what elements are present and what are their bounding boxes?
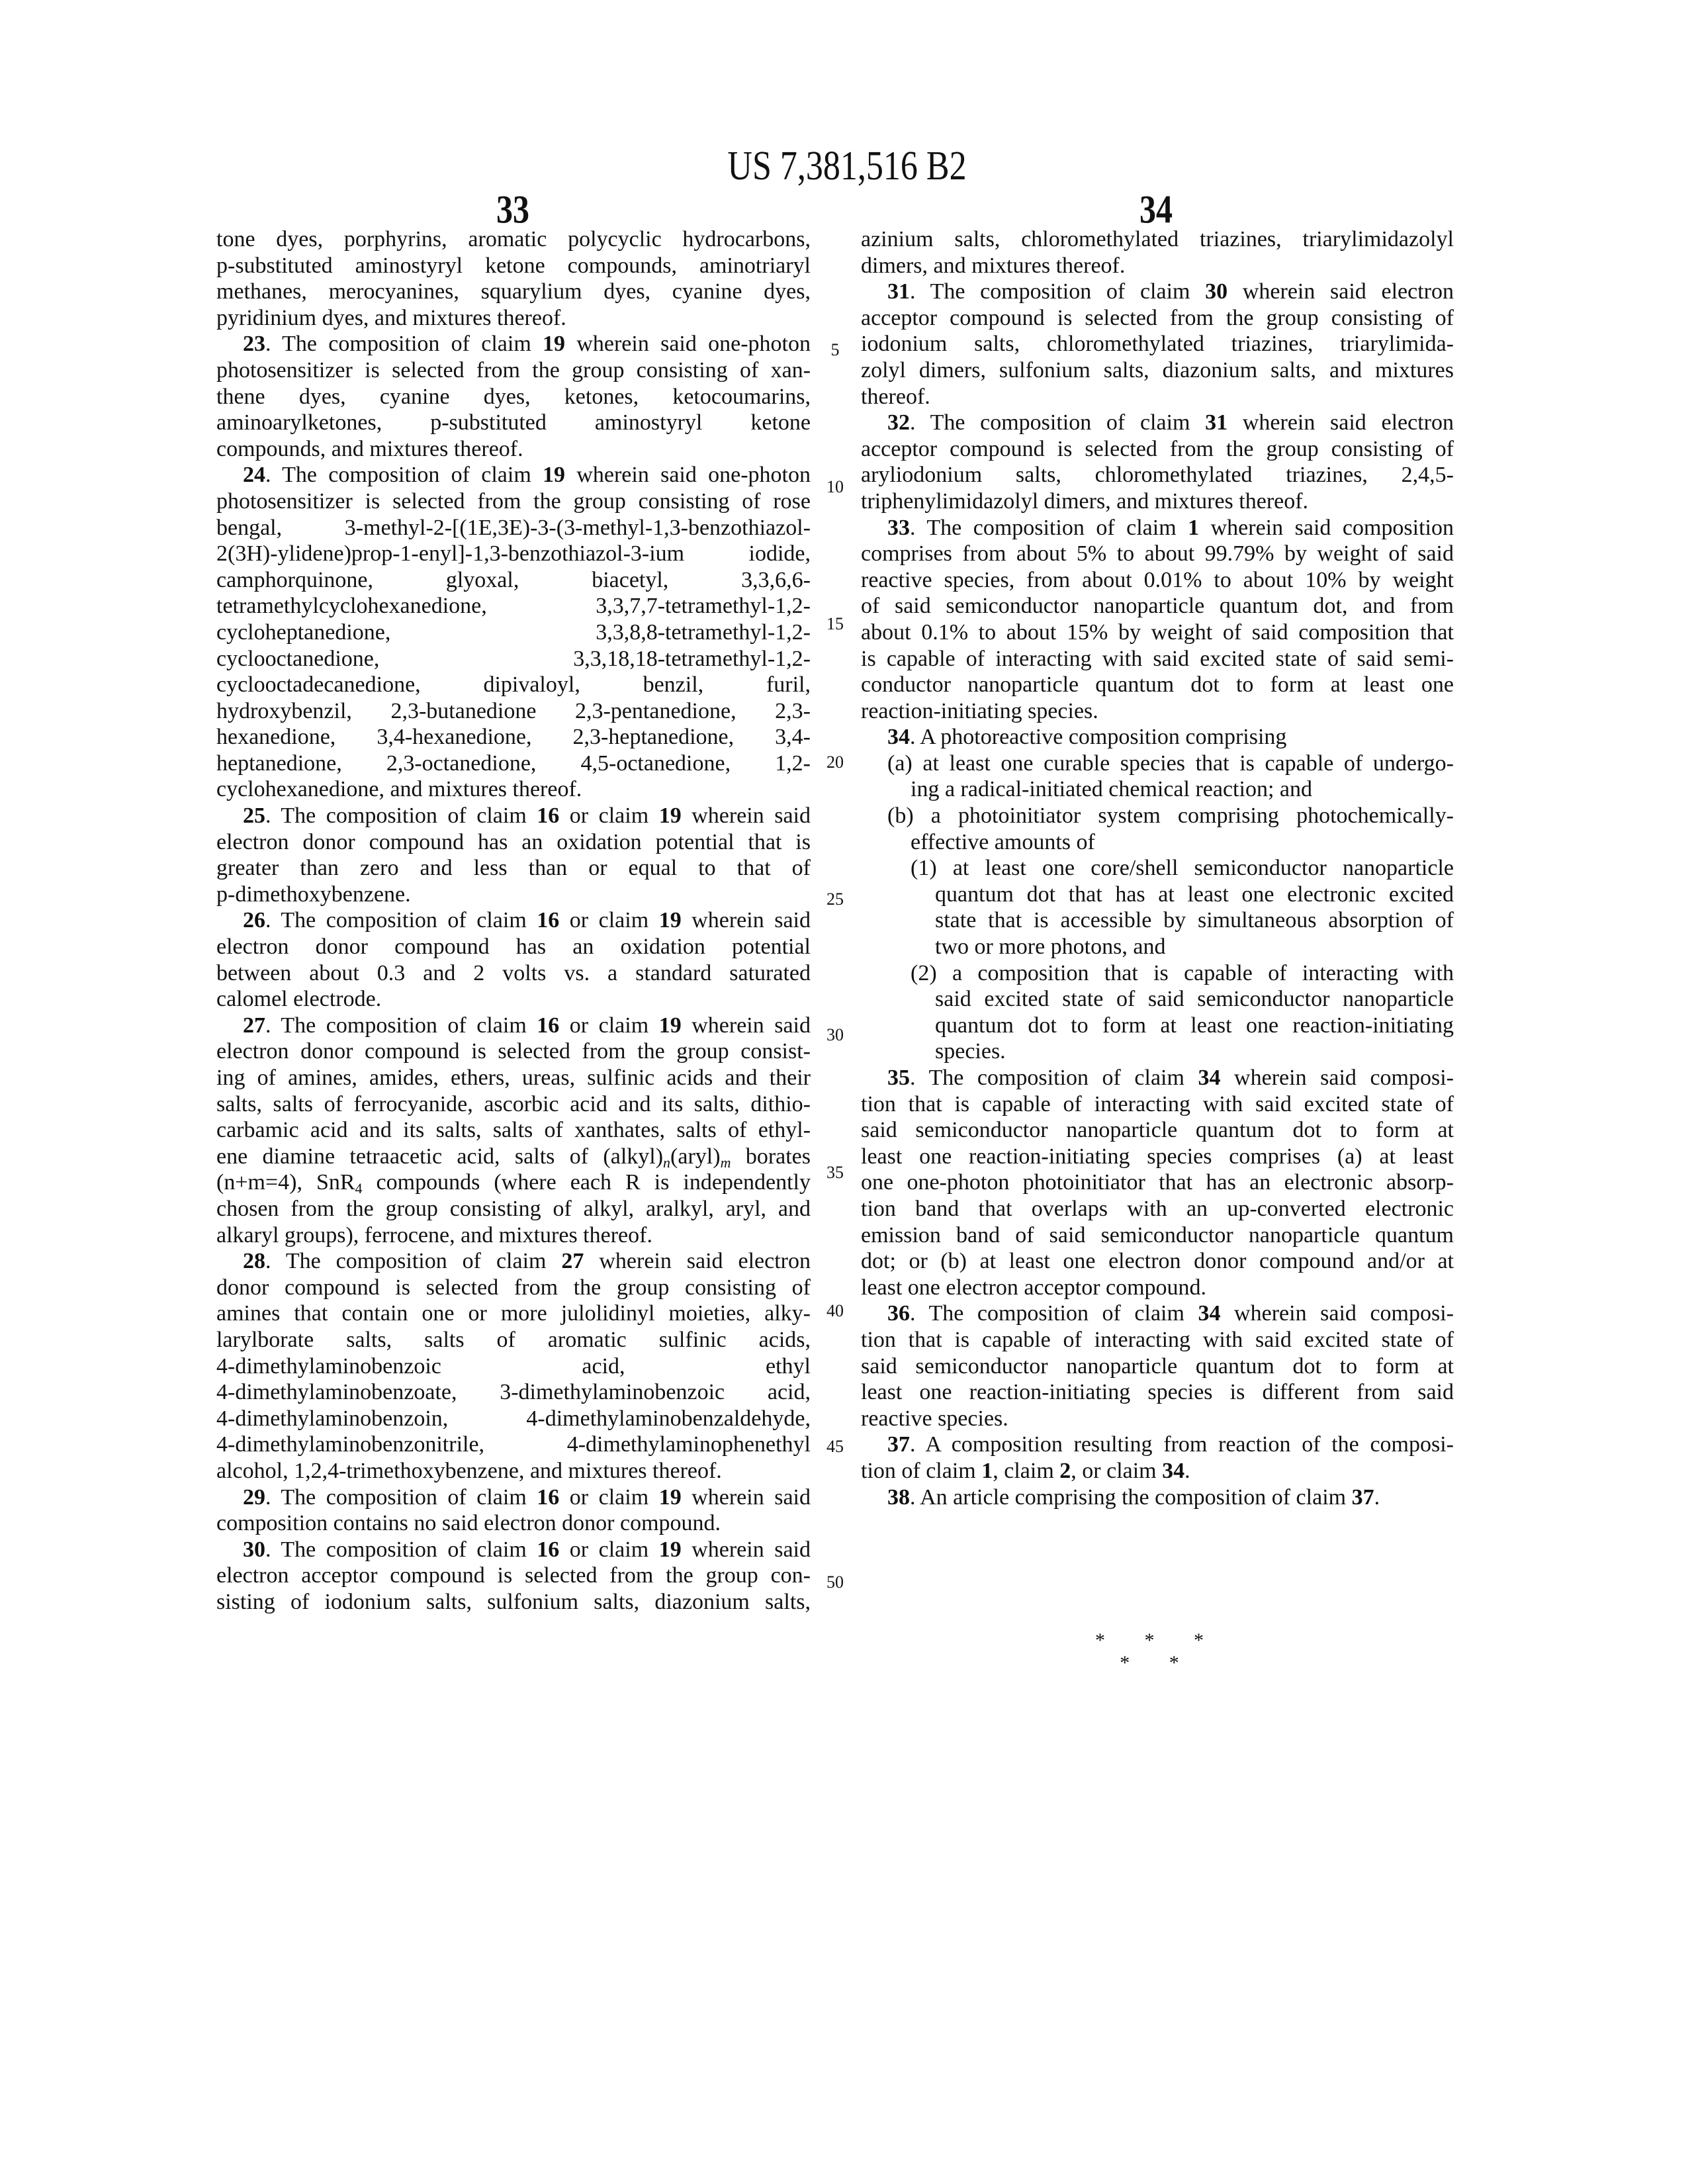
claim-number-bold: 25 bbox=[243, 803, 265, 828]
text-run: wherein said bbox=[682, 803, 811, 828]
text-line bbox=[216, 960, 811, 987]
text-run: . bbox=[1374, 1485, 1380, 1510]
claim-number-bold: 19 bbox=[659, 908, 682, 933]
text-line bbox=[216, 410, 811, 436]
line-number: 30 bbox=[818, 1025, 852, 1045]
text-line bbox=[861, 1300, 1454, 1327]
text-run: or claim bbox=[559, 1485, 658, 1510]
text-run: said semiconductor nanoparticle quantum dot to form at bbox=[861, 1118, 1454, 1142]
text-run: salts, salts of ferrocyanide, ascorbic acid and its salts, dithio- bbox=[216, 1092, 811, 1116]
claim-number-bold: 31 bbox=[1205, 410, 1227, 435]
text-line bbox=[861, 698, 1454, 725]
claim-number-bold: 28 bbox=[243, 1249, 265, 1273]
text-line bbox=[216, 1248, 811, 1275]
text-line bbox=[216, 751, 811, 777]
text-run: wherein said one-photon bbox=[565, 332, 811, 356]
claim-number-bold: 16 bbox=[537, 1013, 559, 1038]
text-line bbox=[861, 462, 1454, 488]
text-run: (aryl) bbox=[670, 1144, 721, 1169]
claim-number-bold: 16 bbox=[537, 908, 559, 933]
text-run: 4-dimethylaminobenzonitrile, 4-dimethylaminophenethyl bbox=[216, 1432, 811, 1457]
text-line bbox=[861, 1275, 1454, 1301]
claim-number-bold: 16 bbox=[537, 1485, 559, 1510]
text-run: comprises from about 5% to about 99.79% by weight of said bbox=[861, 541, 1454, 566]
text-line bbox=[861, 986, 1454, 1013]
text-run: azinium salts, chloromethylated triazines, triarylimidazolyl bbox=[861, 227, 1454, 251]
text-line bbox=[861, 567, 1454, 594]
text-line bbox=[861, 305, 1454, 332]
text-line bbox=[861, 1196, 1454, 1222]
text-line bbox=[216, 436, 811, 463]
claim-number-bold: 34 bbox=[1162, 1459, 1184, 1483]
text-run: acceptor compound is selected from the group consisting of bbox=[861, 437, 1454, 461]
claim-number-bold: 23 bbox=[243, 332, 265, 356]
text-line bbox=[861, 1117, 1454, 1144]
text-run: or claim bbox=[559, 803, 658, 828]
text-line bbox=[861, 619, 1454, 646]
text-line bbox=[216, 698, 811, 725]
text-run: p-dimethoxybenzene. bbox=[216, 882, 411, 907]
text-line bbox=[861, 436, 1454, 463]
text-run: about 0.1% to about 15% by weight of said composition that bbox=[861, 620, 1454, 645]
text-line bbox=[216, 646, 811, 672]
text-line bbox=[216, 331, 811, 357]
text-run: calomel electrode. bbox=[216, 987, 381, 1011]
text-run: cyclohexanedione, and mixtures thereof. bbox=[216, 777, 582, 801]
text-run: amines that contain one or more julolidinyl moieties, alky- bbox=[216, 1301, 811, 1326]
text-run: . The composition of claim bbox=[910, 279, 1205, 304]
claim-number-bold: 19 bbox=[659, 803, 682, 828]
text-line bbox=[216, 1117, 811, 1144]
text-line bbox=[861, 593, 1454, 619]
text-run: aminoarylketones, p-substituted aminostyryl ketone bbox=[216, 410, 811, 435]
text-run: hexanedione, 3,4-hexanedione, 2,3-heptanedione, 3,4- bbox=[216, 725, 811, 749]
text-line bbox=[861, 226, 1454, 253]
line-number: 45 bbox=[818, 1437, 852, 1457]
subscript: n bbox=[663, 1154, 670, 1171]
text-line bbox=[861, 882, 1454, 908]
line-number: 15 bbox=[818, 614, 852, 634]
right-text-column bbox=[861, 226, 1454, 1510]
text-run: species. bbox=[935, 1039, 1006, 1064]
text-line bbox=[861, 829, 1454, 856]
text-line bbox=[861, 1169, 1454, 1196]
claim-number-bold: 34 bbox=[1198, 1301, 1221, 1326]
text-run: alcohol, 1,2,4-trimethoxybenzene, and mixtures thereof. bbox=[216, 1459, 722, 1483]
patent-number-header: US 7,381,516 B2 bbox=[0, 143, 1694, 191]
text-run: quantum dot that has at least one electronic excited bbox=[935, 882, 1454, 907]
text-line bbox=[216, 672, 811, 698]
claim-number-bold: 33 bbox=[887, 516, 910, 540]
text-line bbox=[861, 724, 1454, 751]
text-run: reactive species. bbox=[861, 1406, 1008, 1431]
text-run: cyclooctanedione, 3,3,18,18-tetramethyl-1,2- bbox=[216, 647, 811, 671]
text-run: state that is accessible by simultaneous absorption of bbox=[935, 908, 1454, 933]
text-line bbox=[861, 279, 1454, 305]
text-run: heptanedione, 2,3-octanedione, 4,5-octanedione, 1,2- bbox=[216, 751, 811, 776]
right-column-number: 34 bbox=[1090, 187, 1222, 231]
text-run: thene dyes, cyanine dyes, ketones, ketocoumarins, bbox=[216, 385, 811, 409]
text-run: (1) at least one core/shell semiconductor nanoparticle bbox=[911, 856, 1454, 880]
text-line bbox=[861, 357, 1454, 384]
text-run: wherein said composition bbox=[1199, 516, 1454, 540]
text-line bbox=[216, 1484, 811, 1511]
claim-number-bold: 36 bbox=[887, 1301, 910, 1326]
text-run: electron acceptor compound is selected from the group con- bbox=[216, 1563, 811, 1588]
claim-number-bold: 34 bbox=[887, 725, 910, 749]
text-run: aryliodonium salts, chloromethylated triazines, 2,4,5- bbox=[861, 463, 1454, 487]
text-line bbox=[216, 462, 811, 488]
text-run: dimers, and mixtures thereof. bbox=[861, 253, 1125, 278]
text-line bbox=[861, 331, 1454, 357]
claim-number-bold: 29 bbox=[243, 1485, 265, 1510]
claim-number-bold: 38 bbox=[887, 1485, 910, 1510]
text-line bbox=[861, 1091, 1454, 1118]
text-run: thereof. bbox=[861, 385, 930, 409]
text-line bbox=[216, 829, 811, 856]
text-run: tion of claim bbox=[861, 1459, 981, 1483]
text-run: (n+m=4), SnR bbox=[216, 1170, 355, 1195]
text-line bbox=[216, 1038, 811, 1065]
text-run: greater than zero and less than or equal to that of bbox=[216, 856, 811, 880]
claim-number-bold: 27 bbox=[561, 1249, 584, 1273]
claim-number-bold: 37 bbox=[1352, 1485, 1374, 1510]
line-number: 10 bbox=[818, 477, 852, 497]
text-run: . The composition of claim bbox=[910, 410, 1205, 435]
text-run: photosensitizer is selected from the group consisting of rose bbox=[216, 489, 811, 514]
text-line bbox=[861, 803, 1454, 829]
text-line bbox=[216, 1327, 811, 1353]
text-run: electron donor compound is selected from the group consist- bbox=[216, 1039, 811, 1064]
text-run: ing of amines, amides, ethers, ureas, sulfinic acids and their bbox=[216, 1066, 811, 1090]
text-line bbox=[216, 1563, 811, 1589]
text-run: tion that is capable of interacting with said excited state of bbox=[861, 1328, 1454, 1352]
text-run: of said semiconductor nanoparticle quantum dot, and from bbox=[861, 594, 1454, 618]
end-of-document-asterisks: * * * * * bbox=[1092, 1629, 1224, 1674]
text-line bbox=[216, 1406, 811, 1432]
text-run: tone dyes, porphyrins, aromatic polycyclic hydrocarbons, bbox=[216, 227, 811, 251]
text-run: (2) a composition that is capable of interacting with bbox=[911, 961, 1454, 985]
text-line bbox=[216, 1144, 811, 1170]
text-run: . An article comprising the composition of claim bbox=[910, 1485, 1352, 1510]
claim-number-bold: 32 bbox=[887, 410, 910, 435]
text-run: . The composition of claim bbox=[265, 1537, 537, 1562]
text-line bbox=[216, 1458, 811, 1484]
text-run: borates bbox=[731, 1144, 811, 1169]
claim-number-bold: 26 bbox=[243, 908, 265, 933]
text-run: wherein said bbox=[682, 908, 811, 933]
text-run: p-substituted aminostyryl ketone compounds, aminotriaryl bbox=[216, 253, 811, 278]
text-run: ing a radical-initiated chemical reaction; and bbox=[911, 777, 1312, 801]
text-run: tetramethylcyclohexanedione, 3,3,7,7-tetramethyl-1,2- bbox=[216, 594, 811, 618]
text-run: conductor nanoparticle quantum dot to form at least one bbox=[861, 672, 1454, 697]
text-run: . The composition of claim bbox=[265, 908, 537, 933]
text-run: . A composition resulting from reaction of the composi- bbox=[910, 1432, 1454, 1457]
text-line bbox=[216, 724, 811, 751]
text-line bbox=[216, 882, 811, 908]
text-line bbox=[861, 960, 1454, 987]
text-line bbox=[216, 1275, 811, 1301]
text-line bbox=[861, 384, 1454, 410]
text-run: electron donor compound has an oxidation potential bbox=[216, 934, 811, 959]
text-run: (b) a photoinitiator system comprising photochemically- bbox=[887, 803, 1454, 828]
text-line bbox=[861, 1458, 1454, 1484]
text-run: triphenylimidazolyl dimers, and mixtures thereof. bbox=[861, 489, 1308, 514]
text-line bbox=[216, 1013, 811, 1039]
text-line bbox=[861, 1013, 1454, 1039]
text-line bbox=[861, 515, 1454, 541]
text-run: one one-photon photoinitiator that has an electronic absorp- bbox=[861, 1170, 1454, 1195]
claim-number-bold: 35 bbox=[887, 1066, 910, 1090]
text-line bbox=[861, 410, 1454, 436]
text-run: pyridinium dyes, and mixtures thereof. bbox=[216, 306, 566, 330]
text-run: ene diamine tetraacetic acid, salts of (alkyl) bbox=[216, 1144, 663, 1169]
claim-number-bold: 24 bbox=[243, 463, 265, 487]
text-run: wherein said electron bbox=[1227, 410, 1454, 435]
line-number: 40 bbox=[818, 1301, 852, 1321]
line-number: 25 bbox=[818, 889, 852, 909]
text-run: wherein said bbox=[682, 1537, 811, 1562]
text-line bbox=[861, 1432, 1454, 1458]
text-line bbox=[861, 253, 1454, 279]
text-run: . The composition of claim bbox=[910, 1066, 1198, 1090]
text-line bbox=[861, 1327, 1454, 1353]
claim-number-bold: 1 bbox=[981, 1459, 993, 1483]
text-run: is capable of interacting with said excited state of said semi- bbox=[861, 647, 1454, 671]
text-run: sisting of iodonium salts, sulfonium salts, diazonium salts, bbox=[216, 1590, 811, 1614]
claim-number-bold: 19 bbox=[659, 1013, 682, 1038]
text-line bbox=[216, 803, 811, 829]
text-run: said excited state of said semiconductor nanoparticle bbox=[935, 987, 1454, 1011]
text-line bbox=[216, 515, 811, 541]
text-line bbox=[861, 855, 1454, 882]
text-run: . The composition of claim bbox=[265, 1249, 561, 1273]
text-run: least one electron acceptor compound. bbox=[861, 1275, 1206, 1300]
text-run: or claim bbox=[559, 908, 658, 933]
text-line bbox=[216, 305, 811, 332]
text-run: least one reaction-initiating species comprises (a) at least bbox=[861, 1144, 1454, 1169]
left-column-number: 33 bbox=[447, 187, 579, 231]
text-line bbox=[216, 567, 811, 594]
text-line bbox=[216, 1196, 811, 1222]
line-number: 20 bbox=[818, 752, 852, 772]
claim-number-bold: 34 bbox=[1198, 1066, 1221, 1090]
claim-number-bold: 30 bbox=[243, 1537, 265, 1562]
text-line bbox=[861, 672, 1454, 698]
text-line bbox=[216, 253, 811, 279]
text-line bbox=[216, 1169, 811, 1196]
claim-number-bold: 1 bbox=[1188, 516, 1199, 540]
claim-number-bold: 19 bbox=[659, 1485, 682, 1510]
text-line bbox=[216, 1065, 811, 1091]
text-run: composition contains no said electron donor compound. bbox=[216, 1511, 721, 1535]
text-line bbox=[216, 1353, 811, 1380]
text-run: acceptor compound is selected from the group consisting of bbox=[861, 306, 1454, 330]
text-run: said semiconductor nanoparticle quantum dot to form at bbox=[861, 1354, 1454, 1379]
text-line bbox=[216, 488, 811, 515]
claim-number-bold: 2 bbox=[1059, 1459, 1071, 1483]
text-line bbox=[861, 1222, 1454, 1249]
text-line bbox=[216, 619, 811, 646]
text-run: tion band that overlaps with an up-converted electronic bbox=[861, 1197, 1454, 1221]
text-run: zolyl dimers, sulfonium salts, diazonium salts, and mixtures bbox=[861, 358, 1454, 383]
text-line bbox=[216, 1537, 811, 1563]
text-run: 4-dimethylaminobenzoic acid, ethyl bbox=[216, 1354, 811, 1379]
text-run: . The composition of claim bbox=[910, 1301, 1198, 1326]
text-line bbox=[216, 384, 811, 410]
subscript: m bbox=[721, 1154, 731, 1171]
text-run: 2(3H)-ylidene)prop-1-enyl]-1,3-benzothiazol-3-ium iodide, bbox=[216, 541, 811, 566]
text-run: photosensitizer is selected from the group consisting of xan- bbox=[216, 358, 811, 383]
text-run: wherein said composi- bbox=[1221, 1066, 1454, 1090]
text-run: cycloheptanedione, 3,3,8,8-tetramethyl-1,2- bbox=[216, 620, 811, 645]
text-run: least one reaction-initiating species is different from said bbox=[861, 1380, 1454, 1404]
text-line bbox=[216, 1510, 811, 1537]
text-line bbox=[861, 1406, 1454, 1432]
text-line bbox=[216, 1091, 811, 1118]
claim-number-bold: 16 bbox=[537, 1537, 559, 1562]
claim-number-bold: 37 bbox=[887, 1432, 910, 1457]
text-line bbox=[216, 776, 811, 803]
text-line bbox=[216, 934, 811, 960]
text-line bbox=[861, 907, 1454, 934]
line-number: 35 bbox=[818, 1163, 852, 1183]
line-number: 5 bbox=[818, 340, 852, 360]
text-run: , or claim bbox=[1071, 1459, 1162, 1483]
text-run: hydroxybenzil, 2,3-butanedione 2,3-pentanedione, 2,3- bbox=[216, 699, 811, 723]
text-line bbox=[216, 907, 811, 934]
text-run: cyclooctadecanedione, dipivaloyl, benzil, furil, bbox=[216, 672, 811, 697]
text-line bbox=[861, 541, 1454, 567]
text-run: 4-dimethylaminobenzoin, 4-dimethylaminobenzaldehyde, bbox=[216, 1406, 811, 1431]
text-run: two or more photons, and bbox=[935, 934, 1165, 959]
text-line bbox=[861, 1144, 1454, 1170]
text-run: or claim bbox=[559, 1537, 658, 1562]
text-line bbox=[216, 1379, 811, 1406]
claim-number-bold: 30 bbox=[1205, 279, 1227, 304]
text-line bbox=[216, 541, 811, 567]
text-line bbox=[861, 1038, 1454, 1065]
text-run: electron donor compound has an oxidation potential that is bbox=[216, 830, 811, 854]
claim-number-bold: 27 bbox=[243, 1013, 265, 1038]
text-line bbox=[216, 279, 811, 305]
text-run: reaction-initiating species. bbox=[861, 699, 1098, 723]
text-line bbox=[216, 1589, 811, 1615]
text-run: . A photoreactive composition comprising bbox=[910, 725, 1286, 749]
claim-number-bold: 31 bbox=[887, 279, 910, 304]
text-run: 4-dimethylaminobenzoate, 3-dimethylaminobenzoic acid, bbox=[216, 1380, 811, 1404]
text-line bbox=[216, 593, 811, 619]
text-line bbox=[216, 986, 811, 1013]
text-run: . The composition of claim bbox=[265, 803, 537, 828]
text-run: dot; or (b) at least one electron donor compound and/or at bbox=[861, 1249, 1454, 1273]
text-line bbox=[861, 1484, 1454, 1511]
text-run: , claim bbox=[993, 1459, 1059, 1483]
text-run: . The composition of claim bbox=[265, 1485, 537, 1510]
text-line bbox=[861, 646, 1454, 672]
text-run: . bbox=[1184, 1459, 1190, 1483]
left-text-column bbox=[216, 226, 811, 1615]
text-line bbox=[861, 751, 1454, 777]
text-line bbox=[861, 1065, 1454, 1091]
claim-number-bold: 19 bbox=[543, 463, 565, 487]
text-run: between about 0.3 and 2 volts vs. a standard saturated bbox=[216, 961, 811, 985]
text-line bbox=[861, 488, 1454, 515]
text-run: iodonium salts, chloromethylated triazines, triarylimida- bbox=[861, 332, 1454, 356]
text-line bbox=[216, 357, 811, 384]
text-run: chosen from the group consisting of alkyl, aralkyl, aryl, and bbox=[216, 1197, 811, 1221]
text-line bbox=[216, 1300, 811, 1327]
text-line bbox=[861, 1248, 1454, 1275]
text-run: . The composition of claim bbox=[910, 516, 1188, 540]
text-run: compounds, and mixtures thereof. bbox=[216, 437, 523, 461]
text-run: alkaryl groups), ferrocene, and mixtures thereof. bbox=[216, 1223, 652, 1248]
text-run: wherein said bbox=[682, 1485, 811, 1510]
text-run: (a) at least one curable species that is capable of undergo- bbox=[887, 751, 1454, 776]
text-line bbox=[861, 934, 1454, 960]
text-run: larylborate salts, salts of aromatic sulfinic acids, bbox=[216, 1328, 811, 1352]
text-run: camphorquinone, glyoxal, biacetyl, 3,3,6,6- bbox=[216, 568, 811, 592]
text-run: emission band of said semiconductor nanoparticle quantum bbox=[861, 1223, 1454, 1248]
text-run: wherein said bbox=[682, 1013, 811, 1038]
claim-number-bold: 16 bbox=[537, 803, 559, 828]
text-run: donor compound is selected from the group consisting of bbox=[216, 1275, 811, 1300]
text-run: or claim bbox=[559, 1013, 658, 1038]
text-run: carbamic acid and its salts, salts of xanthates, salts of ethyl- bbox=[216, 1118, 811, 1142]
text-line bbox=[216, 1432, 811, 1458]
text-line bbox=[861, 1379, 1454, 1406]
claim-number-bold: 19 bbox=[659, 1537, 682, 1562]
text-line bbox=[861, 776, 1454, 803]
text-line bbox=[216, 226, 811, 253]
text-run: . The composition of claim bbox=[265, 1013, 537, 1038]
text-run: tion that is capable of interacting with said excited state of bbox=[861, 1092, 1454, 1116]
text-run: reactive species, from about 0.01% to about 10% by weight bbox=[861, 568, 1454, 592]
text-run: wherein said one-photon bbox=[565, 463, 811, 487]
line-number: 50 bbox=[818, 1572, 852, 1592]
text-line bbox=[861, 1353, 1454, 1380]
text-run: wherein said composi- bbox=[1221, 1301, 1454, 1326]
text-line bbox=[216, 855, 811, 882]
subscript: 4 bbox=[355, 1180, 363, 1197]
text-run: . The composition of claim bbox=[265, 332, 543, 356]
text-run: methanes, merocyanines, squarylium dyes, cyanine dyes, bbox=[216, 279, 811, 304]
text-line bbox=[216, 1222, 811, 1249]
claim-number-bold: 19 bbox=[543, 332, 565, 356]
text-run: . The composition of claim bbox=[265, 463, 543, 487]
text-run: wherein said electron bbox=[1227, 279, 1454, 304]
text-run: compounds (where each R is independently bbox=[363, 1170, 811, 1195]
text-run: wherein said electron bbox=[584, 1249, 811, 1273]
text-run: bengal, 3-methyl-2-[(1E,3E)-3-(3-methyl-1,3-benzothiazol- bbox=[216, 516, 811, 540]
text-run: effective amounts of bbox=[911, 830, 1095, 854]
text-run: quantum dot to form at least one reaction-initiating bbox=[935, 1013, 1454, 1038]
